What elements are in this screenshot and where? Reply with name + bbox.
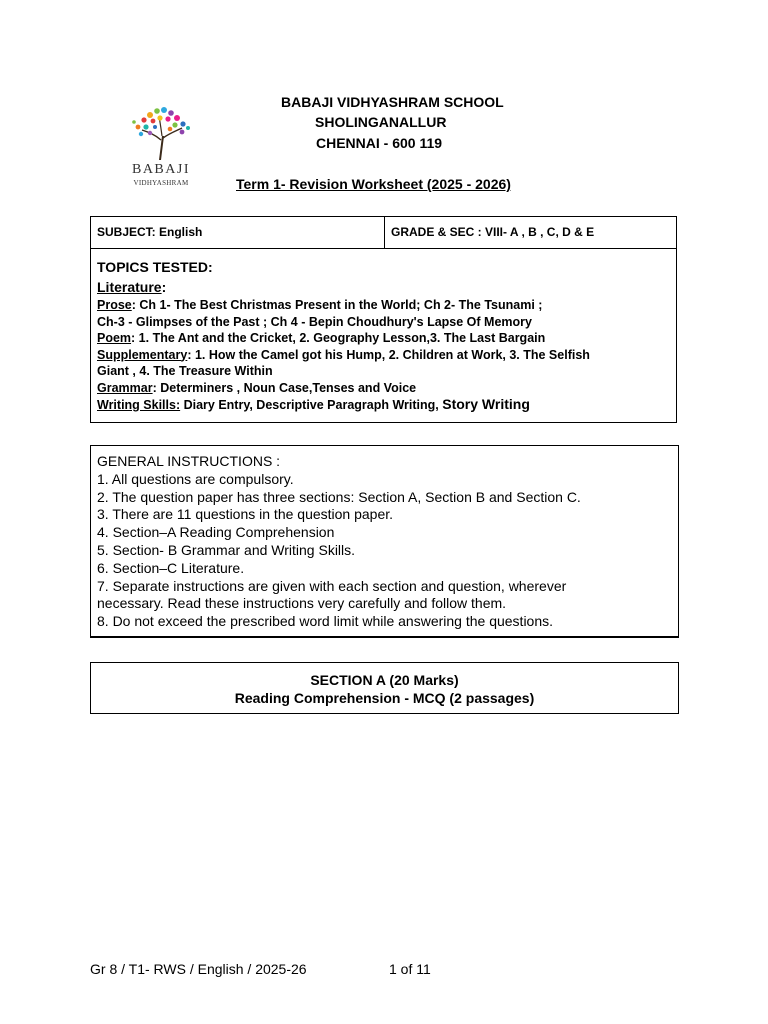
subject-row	[91, 217, 676, 249]
prose-line-1	[97, 297, 672, 314]
poem-line	[97, 330, 672, 347]
instructions-list	[97, 453, 677, 631]
topics-title: TOPICS TESTED:	[97, 259, 213, 275]
instruction-line: 4. Section–A Reading Comprehension	[97, 524, 335, 541]
poem-label: Poem	[97, 331, 132, 345]
grammar-text: : Determiners , Noun Case,Tenses and Voice	[152, 380, 417, 395]
instruction-line: 8. Do not exceed the prescribed word limit while answering the questions.	[97, 613, 554, 630]
logo-name: BABAJI	[131, 162, 190, 177]
footer-document-code: Gr 8 / T1- RWS / English / 2025-26	[90, 961, 307, 977]
section-a-subtitle: Reading Comprehension - MCQ (2 passages)	[234, 690, 535, 706]
logo-subtitle: VIDHYASHRAM	[133, 179, 189, 187]
grammar-line	[97, 380, 672, 397]
supplementary-label: Supplementary	[97, 347, 188, 362]
instruction-line: 2. The question paper has three sections: Section A, Section B and Section C.	[97, 488, 581, 505]
school-locality: SHOLINGANALLUR	[315, 114, 447, 130]
section-a-box	[90, 662, 679, 714]
prose-line-2: Ch-3 - Glimpses of the Past ; Ch 4 - Bepin Choudhury's Lapse Of Memory	[97, 314, 532, 329]
section-a-title: SECTION A (20 Marks)	[310, 672, 459, 688]
writing-skills-label: Writing Skills:	[97, 398, 181, 412]
subject-cell: SUBJECT: English	[91, 217, 385, 248]
writing-skills-line	[97, 396, 672, 414]
general-instructions-box	[90, 445, 679, 638]
school-logo	[126, 106, 196, 190]
writing-skills-story: Story Writing	[442, 396, 530, 412]
instruction-line: 5. Section- B Grammar and Writing Skills.	[97, 541, 356, 558]
prose-label: Prose	[97, 298, 132, 312]
literature-heading: Literature:	[97, 279, 167, 295]
instruction-line: 7. Separate instructions are given with each section and question, wherever	[97, 577, 567, 594]
instruction-line: necessary. Read these instructions very carefully and follow them.	[97, 595, 507, 612]
subject-table	[90, 216, 677, 423]
topics-tested	[97, 257, 672, 414]
writing-skills-text: Diary Entry, Descriptive Paragraph Writing,	[180, 398, 443, 412]
supplementary-text-1: : 1. How the Camel got his Hump, 2. Children at Work, 3. The Selfish	[187, 347, 590, 362]
supplementary-line-1	[97, 347, 672, 364]
school-name: BABAJI VIDHYASHRAM SCHOOL	[281, 94, 504, 110]
tree-dots-pen-logo-icon	[126, 106, 196, 162]
poem-text: : 1. The Ant and the Cricket, 2. Geography Lesson,3. The Last Bargain	[131, 331, 546, 345]
footer-page-number: 1 of 11	[389, 961, 431, 977]
instructions-heading: GENERAL INSTRUCTIONS :	[97, 453, 281, 469]
worksheet-title: Term 1- Revision Worksheet (2025 - 2026)	[236, 176, 511, 192]
instruction-line: 1. All questions are compulsory.	[97, 470, 294, 487]
instruction-line: 3. There are 11 questions in the question paper.	[97, 506, 394, 523]
prose-text-1: : Ch 1- The Best Christmas Present in the World; Ch 2- The Tsunami ;	[131, 298, 543, 312]
instruction-line: 6. Section–C Literature.	[97, 559, 245, 576]
grammar-label: Grammar	[97, 380, 153, 395]
school-city: CHENNAI - 600 119	[316, 135, 443, 151]
supplementary-line-2: Giant , 4. The Treasure Within	[97, 364, 273, 378]
literature-label: Literature	[97, 279, 162, 295]
grade-cell: GRADE & SEC : VIII- A , B , C, D & E	[391, 225, 595, 239]
